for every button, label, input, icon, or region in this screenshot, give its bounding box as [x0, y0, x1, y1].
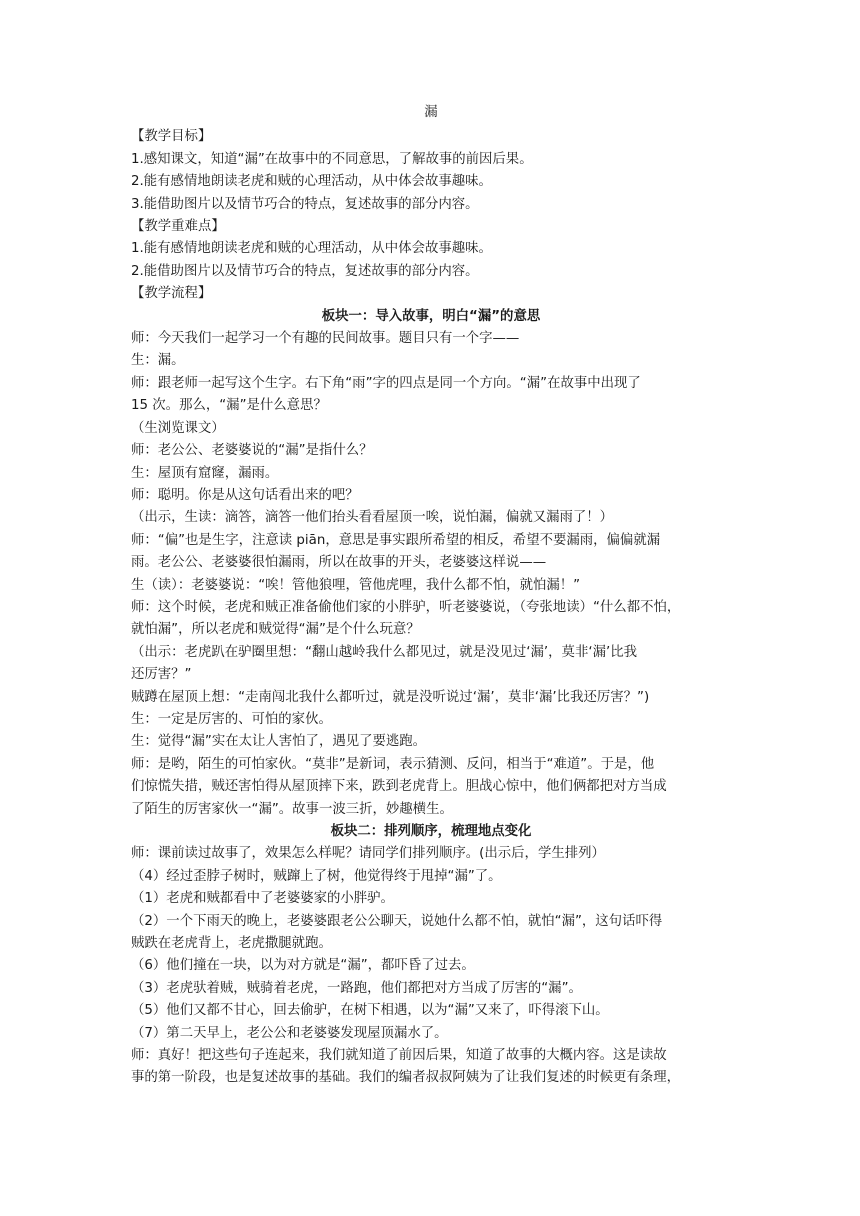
- text-line: 1.感知课文，知道“漏”在故事中的不同意思，了解故事的前因后果。: [131, 151, 533, 167]
- text-line: 师：课前读过故事了，效果怎么样呢？请同学们排列顺序。(出示后，学生排列）: [131, 846, 605, 862]
- text-line: 师：跟老师一起写这个生字。右下角“雨”字的四点是同一个方向。“漏”在故事中出现了: [131, 375, 641, 391]
- text-line: （1）老虎和贼都看中了老婆婆家的小胖驴。: [131, 891, 394, 907]
- text-line: （7）第二天早上，老公公和老婆婆发现屋顶漏水了。: [131, 1025, 448, 1041]
- text-line: 【教学重难点】: [131, 219, 225, 235]
- document-title: 漏: [424, 105, 438, 120]
- document-body: [131, 126, 731, 1089]
- text-line: 1.能有感情地朗读老虎和贼的心理活动，从中体会故事趣味。: [131, 241, 492, 257]
- text-line: 【教学流程】: [131, 286, 212, 302]
- text-line: 生：屋顶有窟窿，漏雨。: [131, 465, 279, 481]
- text-line: 生：一定是厉害的、可怕的家伙。: [131, 711, 332, 727]
- text-line: 师：这个时候，老虎和贼正准备偷他们家的小胖驴，听老婆婆说，（夸张地读）“什么都不怕，: [131, 599, 681, 615]
- text-line: （3）老虎驮着贼，贼骑着老虎，一路跑，他们都把对方当成了厉害的“漏”。: [131, 980, 582, 996]
- text-line: 【教学目标】: [131, 129, 212, 145]
- text-line: （6）他们撞在一块，以为对方就是“漏”，都吓昏了过去。: [131, 958, 475, 974]
- text-line: （出示，生读：滴答，滴答一他们抬头看看屋顶一唉，说怕漏，偏就又漏雨了！）: [131, 510, 614, 526]
- text-line: 师：今天我们一起学习一个有趣的民间故事。题目只有一个字——: [131, 331, 520, 347]
- text-line: 就怕漏”，所以老虎和贼觉得“漏”是个什么玩意？: [131, 622, 420, 638]
- text-line: 雨。老公公、老婆婆很怕漏雨，所以在故事的开头，老婆婆这样说——: [131, 555, 547, 571]
- text-line: 生（读）：老婆婆说：“唉！管他狼哩，管他虎哩，我什么都不怕，就怕漏！”: [131, 577, 581, 593]
- text-line: 师：“偏”也是生字，注意读 piān，意思是事实跟所希望的相反，希望不要漏雨，偏偏就漏: [131, 532, 661, 548]
- text-line: （出示：老虎趴在驴圈里想：“翻山越岭我什么都见过，就是没见过‘漏’，莫非‘漏’比我: [131, 644, 638, 660]
- document-page: [131, 102, 731, 1090]
- text-line: 师：聪明。你是从这句话看出来的吧？: [131, 487, 359, 503]
- text-line: 15 次。那么，“漏”是什么意思？: [131, 398, 327, 414]
- text-line: （2）一个下雨天的晚上，老婆婆跟老公公聊天，说她什么都不怕，就怕“漏”，这句话吓得: [131, 913, 663, 929]
- text-line: 生：觉得“漏”实在太让人害怕了，遇见了要逃跑。: [131, 734, 427, 750]
- text-line: 2.能借助图片以及情节巧合的特点，复述故事的部分内容。: [131, 263, 479, 279]
- text-line: 事的第一阶段，也是复述故事的基础。我们的编者叔叔阿姨为了让我们复述的时候更有条理，: [131, 1070, 681, 1086]
- text-line: 还厉害？”: [131, 667, 192, 683]
- section-heading: 板块二：排列顺序，梳理地点变化: [330, 824, 532, 839]
- text-line: 师：老公公、老婆婆说的“漏”是指什么？: [131, 443, 373, 459]
- section-heading: 板块一：导入故事，明白“漏”的意思: [321, 308, 541, 324]
- text-line: 贼跌在老虎背上，老虎撒腿就跑。: [131, 936, 332, 952]
- text-line: （生浏览课文）: [131, 420, 225, 436]
- text-line: 3.能借助图片以及情节巧合的特点，复述故事的部分内容。: [131, 196, 479, 212]
- text-line: 师：真好！把这些句子连起来，我们就知道了前因后果，知道了故事的大概内容。这是读故: [131, 1048, 667, 1064]
- text-line: （4）经过歪脖子树时，贼蹿上了树，他觉得终于甩掉“漏”了。: [131, 868, 502, 884]
- text-line: 2.能有感情地朗读老虎和贼的心理活动，从中体会故事趣味。: [131, 174, 492, 190]
- text-line: 了陌生的厉害家伙一“漏”。故事一波三折，妙趣横生。: [131, 801, 453, 817]
- text-line: 贼蹲在屋顶上想：“走南闯北我什么都听过，就是没听说过‘漏’，莫非‘漏’比我还厉害？”): [131, 689, 650, 705]
- text-line: （5）他们又都不甘心，回去偷驴，在树下相遇，以为“漏”又来了，吓得滚下山。: [131, 1003, 609, 1019]
- text-line: 师：是哟，陌生的可怕家伙。“莫非”是新词，表示猜测、反问，相当于“难道”。于是，他: [131, 756, 655, 772]
- text-line: 们惊慌失措，贼还害怕得从屋顶摔下来，跌到老虎背上。胆战心惊中，他们俩都把对方当成: [131, 779, 667, 795]
- text-line: 生：漏。: [131, 353, 185, 369]
